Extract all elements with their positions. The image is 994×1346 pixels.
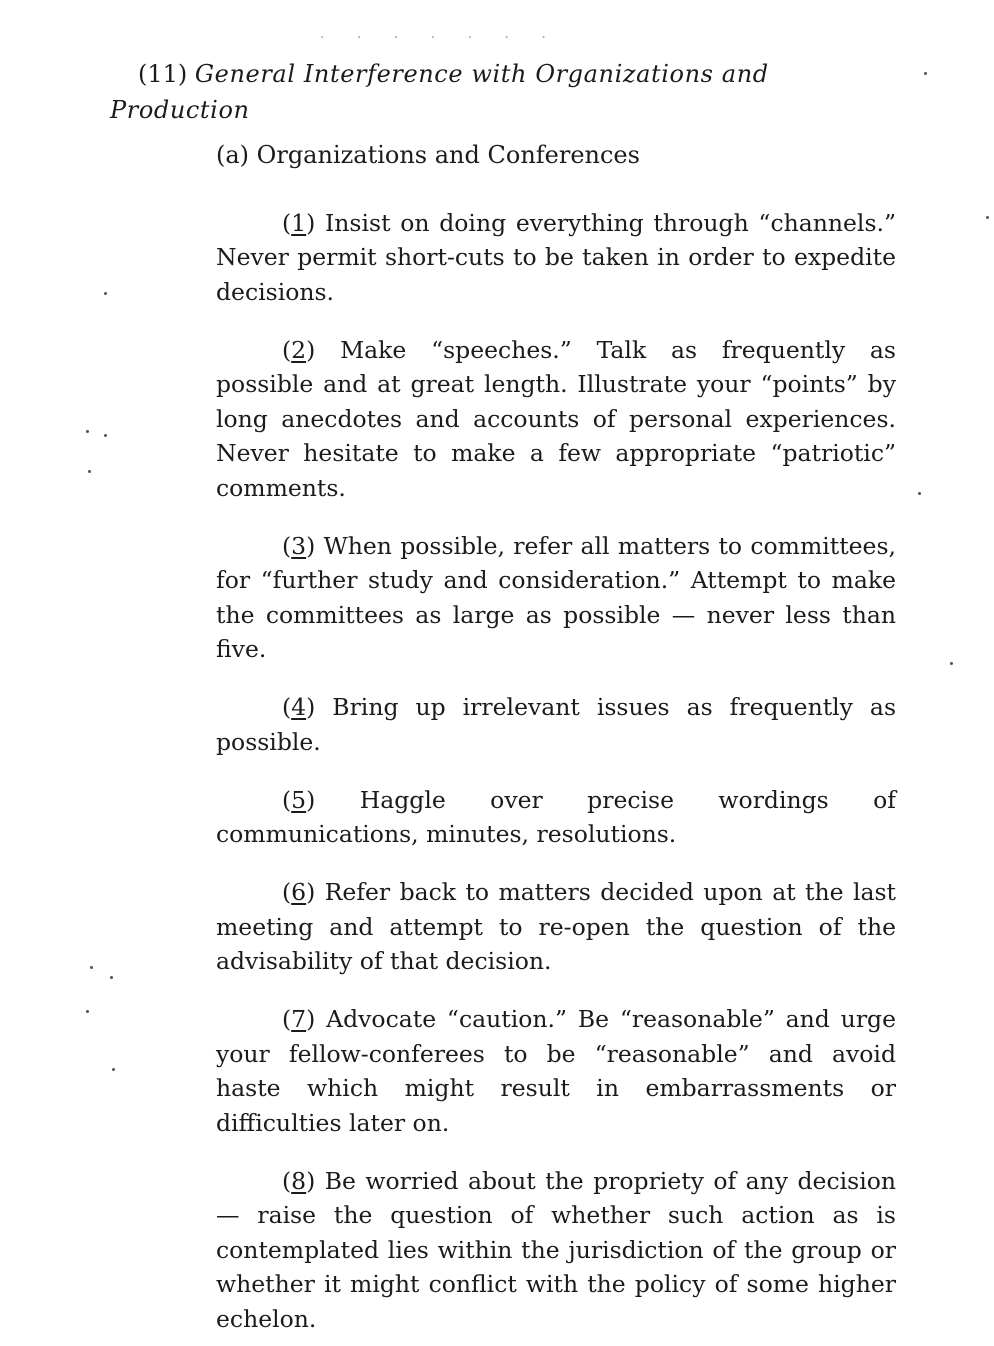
- item-number: 8: [291, 1166, 307, 1195]
- section-number: (11): [138, 60, 188, 88]
- item-text: When possible, refer all matters to committees, for “further study and consideration.” Attempt to make the committees as large as possible — never less than five.: [216, 531, 896, 663]
- list-item: (7) Advocate “caution.” Be “reasonable” and urge your fellow-conferees to be “reasonable” and avoid haste which might result in embarrassments or difficulties later on.: [216, 1005, 897, 1137]
- item-text: Refer back to matters decided upon at the last meeting and attempt to re-open the question of the advisability of that decision.: [216, 878, 896, 975]
- item-list: [216, 182, 896, 1346]
- scan-speck: [924, 72, 927, 75]
- scan-speck: [986, 216, 989, 219]
- item-number: 2: [291, 335, 307, 364]
- item-text: Advocate “caution.” Be “reasonable” and urge your fellow-conferees to be “reasonable” and avoid haste which might result in embarrassments or difficulties later on.: [216, 1005, 897, 1137]
- item-text: Be worried about the propriety of any decision — raise the question of whether such action as is contemplated lies within the jurisdiction of the group or whether it might conflict with the policy of some higher echelon.: [216, 1166, 897, 1333]
- item-number: 5: [291, 785, 307, 814]
- scan-speck: [104, 434, 107, 437]
- scan-speck: [918, 492, 921, 495]
- item-text: Make “speeches.” Talk as frequently as possible and at great length. Illustrate your “points” by long anecdotes and accounts of personal experiences. Never hesitate to make a few appropriate “patriotic” comments.: [216, 335, 896, 502]
- list-item: (2) Make “speeches.” Talk as frequently as possible and at great length. Illustrate your “points” by long anecdotes and accounts of personal experiences. Never hesitate to make a few appropriate “patriotic” comments.: [216, 335, 896, 502]
- scan-speck: [112, 1068, 115, 1071]
- list-item: (1) Insist on doing everything through “channels.” Never permit short-cuts to be taken in order to expedite decisions.: [216, 208, 896, 306]
- scan-speck: [88, 470, 91, 473]
- cropped-text-fragment: . . . . . . .: [320, 26, 560, 42]
- scan-speck: [110, 976, 113, 979]
- item-text: Haggle over precise wordings of communications, minutes, resolutions.: [216, 785, 896, 848]
- item-number: 3: [291, 531, 307, 560]
- list-item: (5) Haggle over precise wordings of communications, minutes, resolutions.: [216, 785, 896, 848]
- subsection-heading: (a) Organizations and Conferences: [216, 141, 640, 169]
- list-item: (3) When possible, refer all matters to committees, for “further study and consideration.” Attempt to make the committees as large as possible — never less than five.: [216, 531, 896, 663]
- item-number: 6: [291, 878, 307, 906]
- scan-speck: [950, 662, 953, 665]
- item-text: Bring up irrelevant issues as frequently as possible.: [216, 693, 897, 756]
- scan-speck: [90, 966, 93, 969]
- scan-speck: [86, 1010, 89, 1013]
- list-item: (4) Bring up irrelevant issues as frequently as possible.: [216, 693, 897, 756]
- item-number: 7: [291, 1005, 307, 1033]
- list-item: (8) Be worried about the propriety of any decision — raise the question of whether such action as is contemplated lies within the jurisdiction of the group or whether it might conflict with the policy of some higher echelon.: [216, 1166, 897, 1333]
- scan-speck: [86, 430, 89, 433]
- section-heading: [110, 56, 900, 128]
- item-text: Insist on doing everything through “channels.” Never permit short-cuts to be taken in order to expedite decisions.: [216, 208, 896, 306]
- item-number: 4: [291, 693, 307, 721]
- section-title: General Interference with Organizations and Production: [110, 60, 769, 124]
- scan-speck: [104, 292, 107, 295]
- item-number: 1: [291, 208, 307, 237]
- list-item: (6) Refer back to matters decided upon at the last meeting and attempt to re-open the question of the advisability of that decision.: [216, 878, 896, 975]
